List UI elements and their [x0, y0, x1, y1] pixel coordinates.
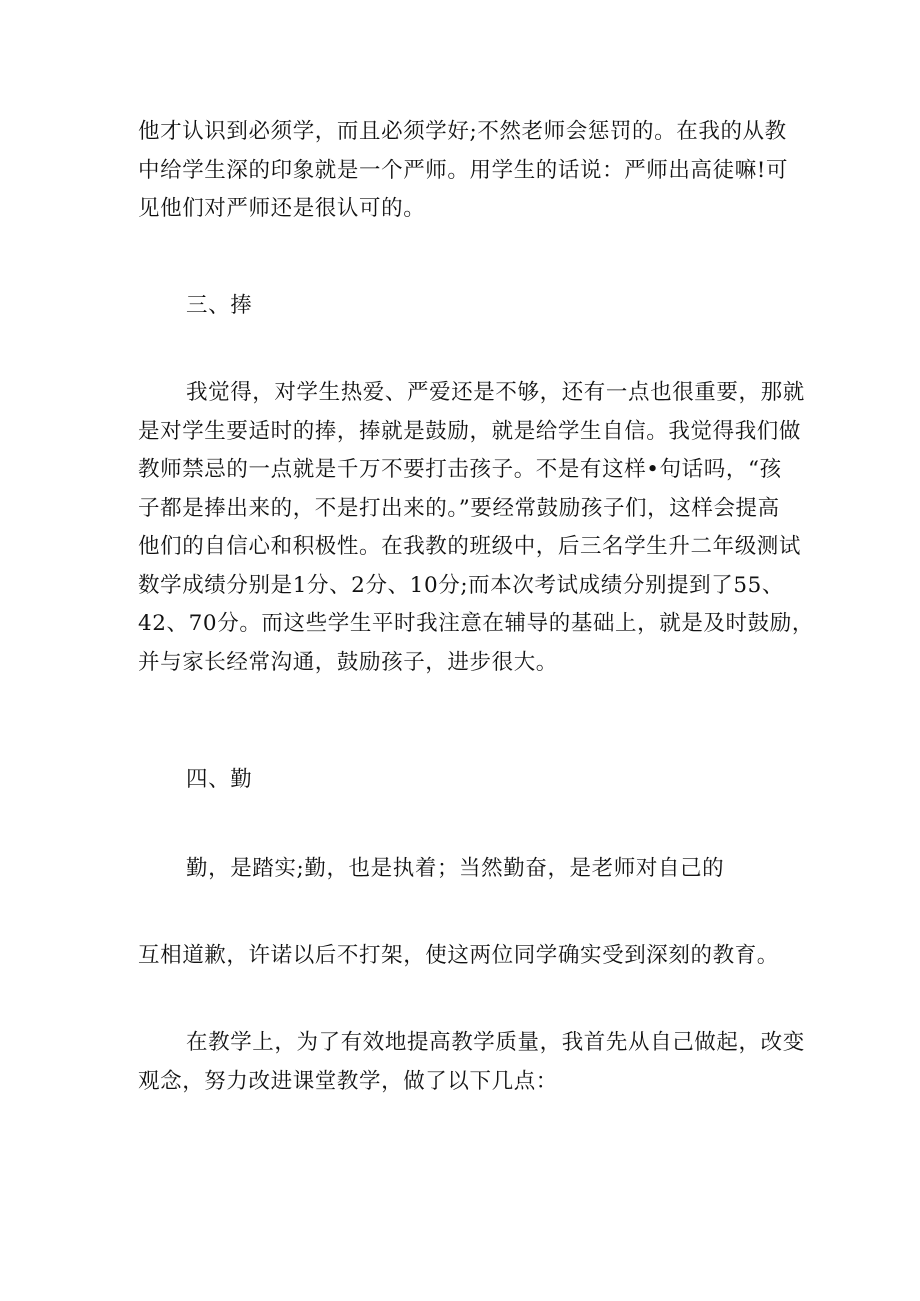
- paragraph-apology: [138, 937, 798, 976]
- text-line: 见他们对严师还是很认可的。: [138, 196, 426, 221]
- text-line: 并与家长经常沟通，鼓励孩子，进步很大。: [138, 649, 558, 675]
- paragraph-praise: [138, 374, 814, 682]
- text-line: 他才认识到必须学，而且必须学好;不然老师会惩罚的。在我的从教: [138, 119, 787, 144]
- text-line: 互相道歉，许诺以后不打架，使这两位同学确实受到深刻的教育。: [138, 943, 779, 968]
- text-line: 子都是捧出来的，不是打出来的。”要经常鼓励孩子们，这样会提高: [138, 495, 780, 521]
- paragraph-diligence: [138, 850, 798, 889]
- text-line: 在教学上，为了有效地提高教学质量，我首先从自己做起，改变: [186, 1030, 805, 1055]
- section-heading-praise: 三、捧: [186, 293, 253, 318]
- text-line: 他们的自信心和积极性。在我教的班级中，后三名学生升二年级测试: [138, 534, 802, 559]
- text-line: 我觉得，对学生热爱、严爱还是不够，还有一点也很重要，那就: [186, 380, 805, 405]
- text-line: 勤，是踏实;勤，也是执着；当然勤奋，是老师对自己的: [186, 856, 725, 881]
- text-line: 观念，努力改进课堂教学，做了以下几点：: [138, 1068, 558, 1094]
- paragraph-strict-teacher: [138, 113, 798, 229]
- text-line: 教师禁忌的一点就是千万不要打击孩子。不是有这样•句话吗，“孩: [138, 457, 782, 482]
- text-line: 是对学生要适时的捧，捧就是鼓励，就是给学生自信。我觉得我们做: [138, 418, 802, 444]
- text-line: 数学成绩分别是1分、2分、10分;而本次考试成绩分别提到了55、: [138, 572, 785, 598]
- section-heading-diligence: 四、勤: [186, 767, 253, 792]
- text-line: 中给学生深的印象就是一个严师。用学生的话说：严师出高徒嘛!可: [138, 157, 789, 183]
- paragraph-teaching: [138, 1024, 805, 1101]
- text-line: 42、70分。而这些学生平时我注意在辅导的基础上，就是及时鼓励，: [138, 611, 814, 636]
